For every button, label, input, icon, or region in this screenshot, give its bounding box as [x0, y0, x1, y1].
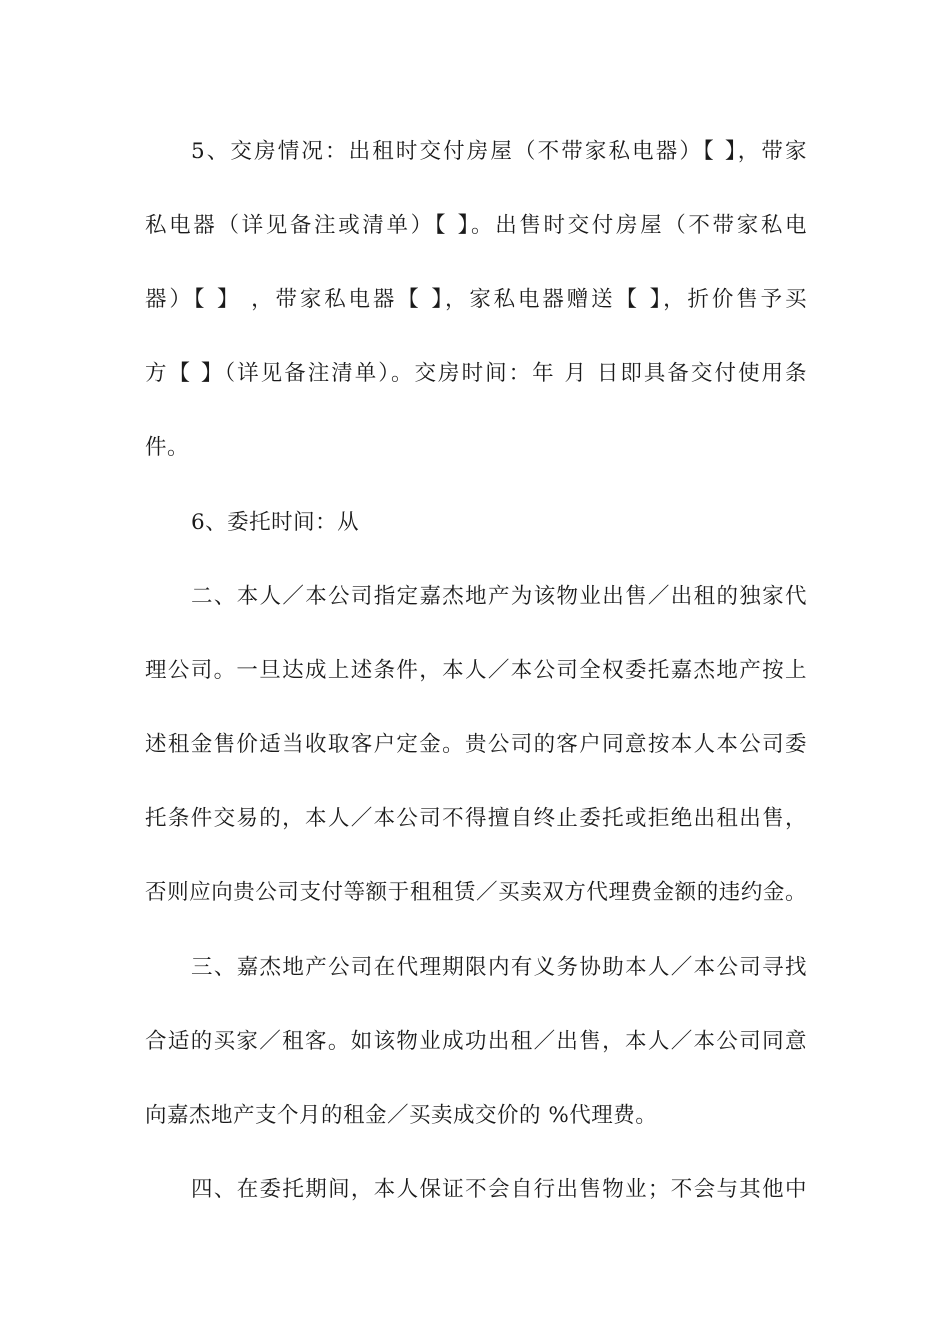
paragraph-line: 器）【 】 ，带家私电器【 】，家私电器赠送【 】，折价售予买 [145, 287, 807, 312]
paragraph-line: 述租金售价适当收取客户定金。贵公司的客户同意按本人本公司委 [145, 732, 807, 757]
clause-four-line: 四、在委托期间，本人保证不会自行出售物业；不会与其他中 [191, 1177, 807, 1202]
paragraph-line: 向嘉杰地产支个月的租金／买卖成交价的 %代理费。 [145, 1103, 658, 1128]
clause-three-line: 三、嘉杰地产公司在代理期限内有义务协助本人／本公司寻找 [191, 955, 807, 980]
paragraph-line: 否则应向贵公司支付等额于租租赁／买卖双方代理费金额的违约金。 [145, 880, 807, 905]
paragraph-line: 方【 】（详见备注清单）。交房时间：年 月 日即具备交付使用条 [145, 361, 807, 386]
paragraph-line-handover: 5、交房情况：出租时交付房屋（不带家私电器）【 】，带家 [191, 139, 807, 164]
paragraph-line: 合适的买家／租客。如该物业成功出租／出售，本人／本公司同意 [145, 1029, 807, 1054]
paragraph-line: 件。 [145, 435, 190, 460]
paragraph-line-commission-time: 6、委托时间：从 [191, 510, 360, 535]
paragraph-line: 托条件交易的，本人／本公司不得擅自终止委托或拒绝出租出售， [145, 806, 807, 831]
clause-two-line: 二、本人／本公司指定嘉杰地产为该物业出售／出租的独家代 [191, 584, 807, 609]
paragraph-line: 私电器（详见备注或清单）【 】。出售时交付房屋（不带家私电 [145, 213, 807, 238]
paragraph-line: 理公司。一旦达成上述条件，本人／本公司全权委托嘉杰地产按上 [145, 658, 807, 683]
